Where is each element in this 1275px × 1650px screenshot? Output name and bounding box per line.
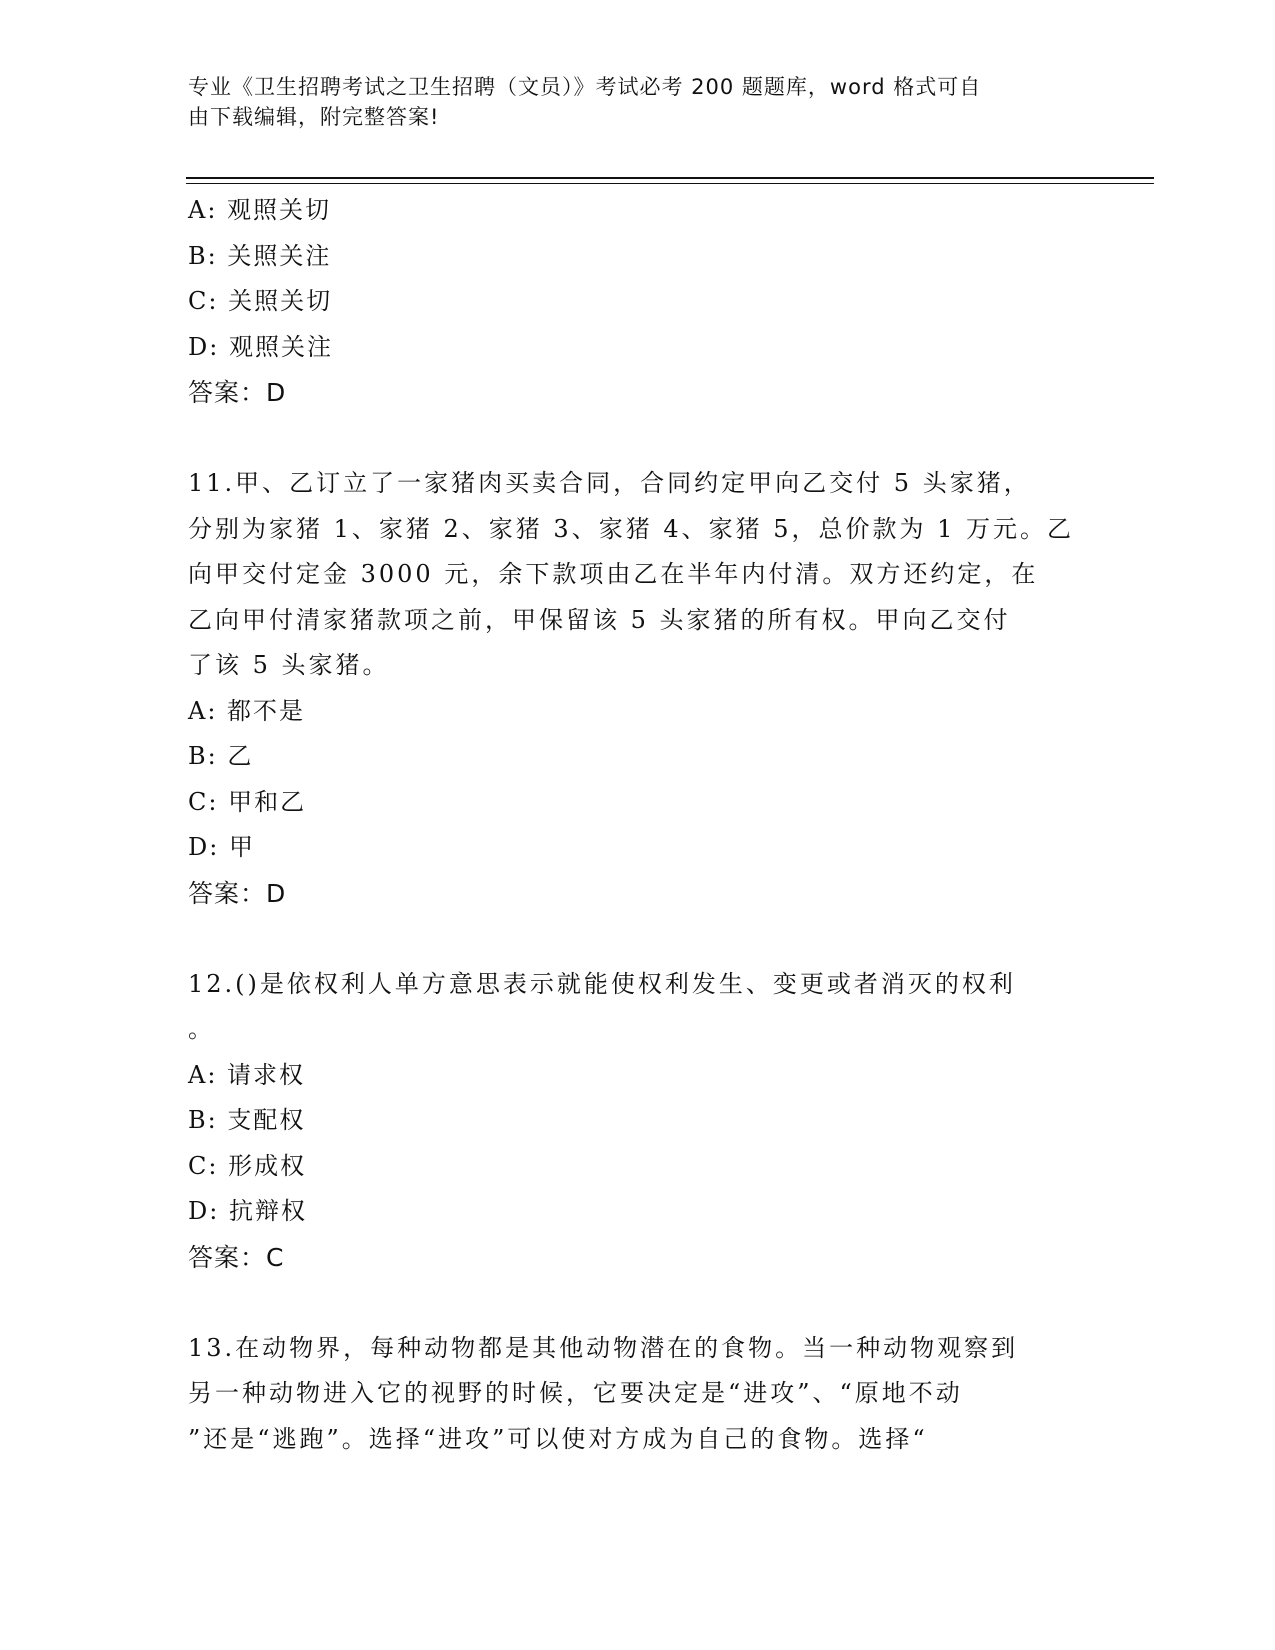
answer-line: 答案：D (188, 378, 287, 407)
question-11 (188, 461, 1088, 916)
question-stem-line: 。 (188, 1015, 215, 1043)
header-title-line-1: 专业《卫生招聘考试之卫生招聘（文员）》考试必考 200 题题库，word 格式可自 (188, 75, 982, 99)
option-b: B: 乙 (188, 742, 254, 770)
option-a: A: 观照关切 (188, 196, 332, 224)
option-c: C: 甲和乙 (188, 787, 307, 816)
option-b: B: 关照关注 (188, 241, 332, 270)
header-title-line-2: 由下载编辑，附完整答案! (188, 105, 440, 129)
spacer (188, 1280, 1088, 1326)
question-stem-line: 另一种动物进入它的视野的时候，它要决定是“进攻”、“原地不动 (188, 1379, 963, 1407)
option-a: A: 请求权 (188, 1060, 306, 1089)
header-divider-thick (186, 177, 1154, 179)
question-stem-line: 13.在动物界，每种动物都是其他动物潜在的食物。当一种动物观察到 (188, 1333, 1019, 1362)
question-10 (188, 188, 1088, 416)
option-d: D: 观照关注 (188, 332, 333, 361)
question-stem-line: 12.()是依权利人单方意思表示就能使权利发生、变更或者消灭的权利 (188, 969, 1016, 998)
question-stem-line: 乙向甲付清家猪款项之前，甲保留该 5 头家猪的所有权。甲向乙交付 (188, 605, 1011, 634)
question-stem-line: 分别为家猪 1、家猪 2、家猪 3、家猪 4、家猪 5，总价款为 1 万元。乙 (188, 514, 1075, 543)
option-d: D: 甲 (188, 833, 255, 861)
document-header (188, 72, 1068, 132)
option-d: D: 抗辩权 (188, 1197, 307, 1225)
question-12 (188, 962, 1088, 1281)
question-13 (188, 1326, 1088, 1463)
answer-line: 答案：D (188, 878, 287, 908)
option-a: A: 都不是 (188, 696, 306, 725)
option-c: C: 形成权 (188, 1151, 307, 1180)
question-stem-line: ”还是“逃跑”。选择“进攻”可以使对方成为自己的食物。选择“ (188, 1424, 928, 1453)
option-c: C: 关照关切 (188, 287, 333, 315)
question-stem-line: 11.甲、乙订立了一家猪肉买卖合同，合同约定甲向乙交付 5 头家猪， (188, 469, 1031, 497)
answer-line: 答案：C (188, 1242, 285, 1272)
option-b: B: 支配权 (188, 1106, 306, 1134)
spacer (188, 416, 1088, 462)
question-stem-line: 向甲交付定金 3000 元，余下款项由乙在半年内付清。双方还约定，在 (188, 560, 1039, 588)
question-content (188, 188, 1088, 1462)
header-divider-thin (186, 183, 1154, 184)
spacer (188, 916, 1088, 962)
question-stem-line: 了该 5 头家猪。 (188, 651, 390, 679)
